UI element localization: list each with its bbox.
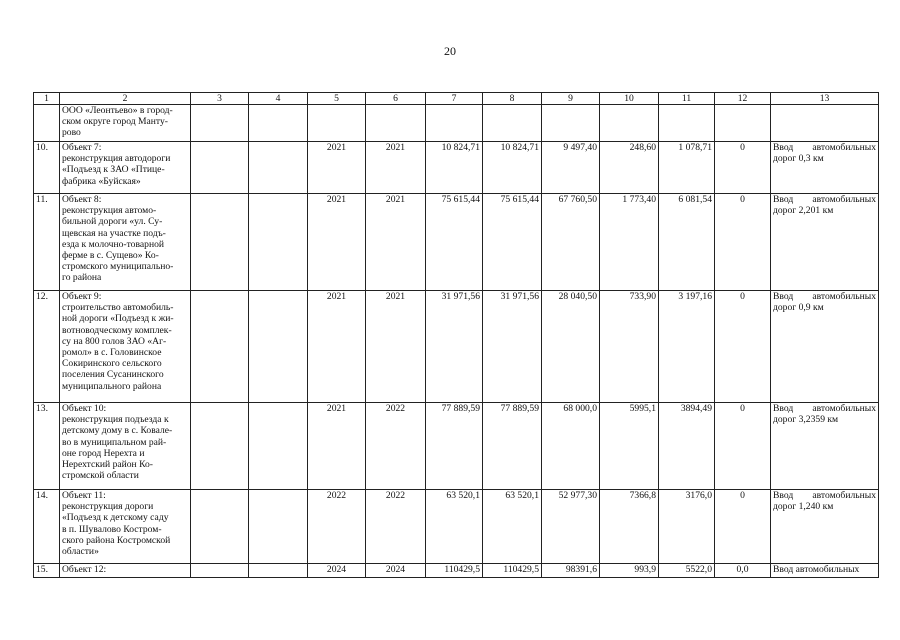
- object-name-line: стромской области: [62, 470, 139, 482]
- object-name-line: Объект 12:: [62, 564, 107, 575]
- object-name-line: реконструкция автомо-: [62, 205, 157, 217]
- value-cell: 1 773,40: [600, 194, 659, 291]
- object-name-line: области»: [62, 546, 99, 558]
- row-number-cell: 13.: [34, 403, 60, 490]
- object-name-line: «Подъезд к детскому саду: [62, 512, 169, 524]
- value-cell: 52 977,30: [542, 490, 600, 564]
- value-cell: 10 824,71: [426, 142, 483, 194]
- value-cell: 3176,0: [659, 490, 715, 564]
- object-name-line: ского района Костромской: [62, 534, 171, 546]
- value-cell: 67 760,50: [542, 194, 600, 291]
- object-name-line: ском округе город Манту-: [62, 116, 168, 128]
- value-cell: 0: [715, 194, 771, 291]
- column-header: 4: [249, 93, 308, 105]
- result-cell: Ввод автомобильных дорог 0,9 км: [771, 291, 879, 403]
- value-cell: 248,60: [600, 142, 659, 194]
- value-cell: 10 824,71: [483, 142, 542, 194]
- object-name-line: фабрика «Буйская»: [62, 175, 141, 187]
- object-name-line: Объект 10:: [62, 403, 107, 414]
- object-name-line: Объект 8:: [62, 194, 102, 205]
- start-year-cell: 2021: [308, 142, 366, 194]
- object-name-line: ромол» в с. Головинское: [62, 347, 162, 359]
- object-name-line: стромского муниципально-: [62, 261, 174, 273]
- result-cell: Ввод автомобильных дорог 1,240 км: [771, 490, 879, 564]
- end-year-cell: 2022: [366, 403, 426, 490]
- value-cell: 0: [715, 403, 771, 490]
- value-cell: [191, 564, 249, 578]
- column-header: 5: [308, 93, 366, 105]
- header-row: [34, 93, 879, 105]
- start-year-cell: 2022: [308, 490, 366, 564]
- table-row: [34, 490, 879, 564]
- value-cell: 77 889,59: [483, 403, 542, 490]
- value-cell: [600, 105, 659, 142]
- value-cell: 28 040,50: [542, 291, 600, 403]
- value-cell: [191, 142, 249, 194]
- value-cell: 77 889,59: [426, 403, 483, 490]
- column-header: 3: [191, 93, 249, 105]
- value-cell: 1 078,71: [659, 142, 715, 194]
- object-name-line: Нерехтский район Ко-: [62, 459, 153, 471]
- row-number-cell: 11.: [34, 194, 60, 291]
- value-cell: 7366,8: [600, 490, 659, 564]
- column-header: 2: [60, 93, 191, 105]
- object-name-line: Объект 9:: [62, 291, 102, 302]
- object-name-cell: [60, 403, 191, 490]
- end-year-cell: 2021: [366, 291, 426, 403]
- object-name-line: ной дороги «Подъезд к жи-: [62, 313, 174, 325]
- object-name-line: вотноводческому комплек-: [62, 324, 172, 336]
- start-year-cell: 2021: [308, 291, 366, 403]
- object-name-cell: [60, 291, 191, 403]
- row-number-cell: 14.: [34, 490, 60, 564]
- value-cell: [715, 105, 771, 142]
- value-cell: [659, 105, 715, 142]
- column-header: 11: [659, 93, 715, 105]
- value-cell: [249, 105, 308, 142]
- column-header: 9: [542, 93, 600, 105]
- object-name-line: Объект 11:: [62, 490, 106, 501]
- row-number-cell: [34, 105, 60, 142]
- result-cell: Ввод автомобильных дорог 3,2359 км: [771, 403, 879, 490]
- object-name-cell: [60, 564, 191, 578]
- value-cell: [249, 564, 308, 578]
- value-cell: [191, 490, 249, 564]
- object-name-line: муниципального района: [62, 380, 162, 392]
- value-cell: 5522,0: [659, 564, 715, 578]
- page-number: 20: [444, 44, 456, 58]
- table-row: [34, 291, 879, 403]
- value-cell: 3894,49: [659, 403, 715, 490]
- object-name-line: езда к молочно-товарной: [62, 238, 165, 250]
- value-cell: [191, 403, 249, 490]
- value-cell: 31 971,56: [426, 291, 483, 403]
- table-row: [34, 105, 879, 142]
- value-cell: 6 081,54: [659, 194, 715, 291]
- object-name-line: поселения Сусанинского: [62, 369, 164, 381]
- value-cell: [191, 291, 249, 403]
- value-cell: 993,9: [600, 564, 659, 578]
- object-name-cell: [60, 490, 191, 564]
- object-name-line: щевская на участке подъ-: [62, 227, 166, 239]
- object-name-cell: [60, 142, 191, 194]
- object-name-line: строительство автомобиль-: [62, 302, 174, 314]
- object-name-line: су на 800 голов ЗАО «Аг-: [62, 335, 167, 347]
- value-cell: 0: [715, 291, 771, 403]
- value-cell: 98391,6: [542, 564, 600, 578]
- value-cell: 75 615,44: [426, 194, 483, 291]
- value-cell: 0: [715, 142, 771, 194]
- table-row: [34, 194, 879, 291]
- value-cell: [249, 142, 308, 194]
- end-year-cell: 2024: [366, 564, 426, 578]
- start-year-cell: [308, 105, 366, 142]
- value-cell: [483, 105, 542, 142]
- object-name-cell: [60, 105, 191, 142]
- column-header: 1: [34, 93, 60, 105]
- result-cell: [771, 105, 879, 142]
- end-year-cell: 2021: [366, 142, 426, 194]
- object-name-line: ферме в с. Сущево» Ко-: [62, 250, 159, 262]
- data-table: [33, 92, 879, 578]
- object-name-line: реконструкция автодороги: [62, 153, 171, 165]
- value-cell: 5995,1: [600, 403, 659, 490]
- value-cell: 75 615,44: [483, 194, 542, 291]
- value-cell: 63 520,1: [426, 490, 483, 564]
- value-cell: 3 197,16: [659, 291, 715, 403]
- object-name-line: Объект 7:: [62, 142, 102, 153]
- value-cell: 110429,5: [483, 564, 542, 578]
- column-header: 7: [426, 93, 483, 105]
- value-cell: 110429,5: [426, 564, 483, 578]
- row-number-cell: 12.: [34, 291, 60, 403]
- value-cell: 733,90: [600, 291, 659, 403]
- column-header: 10: [600, 93, 659, 105]
- object-name-line: детскому дому в с. Ковале-: [62, 425, 173, 437]
- value-cell: [249, 291, 308, 403]
- object-name-line: рово: [62, 127, 81, 139]
- value-cell: [249, 194, 308, 291]
- object-name-line: бильной дороги «ул. Су-: [62, 216, 163, 228]
- result-cell: Ввод автомобильных дорог 0,3 км: [771, 142, 879, 194]
- end-year-cell: 2021: [366, 194, 426, 291]
- value-cell: [191, 105, 249, 142]
- value-cell: [542, 105, 600, 142]
- object-name-line: «Подъезд к ЗАО «Птице-: [62, 164, 165, 176]
- object-name-line: реконструкция дороги: [62, 501, 154, 513]
- value-cell: [191, 194, 249, 291]
- value-cell: [426, 105, 483, 142]
- value-cell: 68 000,0: [542, 403, 600, 490]
- column-header: 6: [366, 93, 426, 105]
- value-cell: [249, 403, 308, 490]
- value-cell: [249, 490, 308, 564]
- row-number-cell: 10.: [34, 142, 60, 194]
- result-cell: Ввод автомобильных: [771, 564, 879, 578]
- object-name-line: оне город Нерехта и: [62, 447, 145, 459]
- value-cell: 9 497,40: [542, 142, 600, 194]
- start-year-cell: 2021: [308, 403, 366, 490]
- value-cell: 0,0: [715, 564, 771, 578]
- result-cell: Ввод автомобильных дорог 2,201 км: [771, 194, 879, 291]
- object-name-cell: [60, 194, 191, 291]
- object-name-line: во в муниципальном рай-: [62, 436, 167, 448]
- object-name-line: ООО «Леонтьево» в город-: [62, 105, 173, 116]
- table-row: [34, 142, 879, 194]
- value-cell: 63 520,1: [483, 490, 542, 564]
- object-name-line: Сокиринского сельского: [62, 358, 162, 370]
- object-name-line: в п. Шувалово Костром-: [62, 523, 162, 535]
- object-name-line: реконструкция подъезда к: [62, 414, 169, 426]
- start-year-cell: 2024: [308, 564, 366, 578]
- column-header: 13: [771, 93, 879, 105]
- column-header: 12: [715, 93, 771, 105]
- end-year-cell: [366, 105, 426, 142]
- table-row: [34, 403, 879, 490]
- table-row: [34, 564, 879, 578]
- start-year-cell: 2021: [308, 194, 366, 291]
- object-name-line: го района: [62, 272, 102, 284]
- value-cell: 31 971,56: [483, 291, 542, 403]
- column-header: 8: [483, 93, 542, 105]
- value-cell: 0: [715, 490, 771, 564]
- end-year-cell: 2022: [366, 490, 426, 564]
- row-number-cell: 15.: [34, 564, 60, 578]
